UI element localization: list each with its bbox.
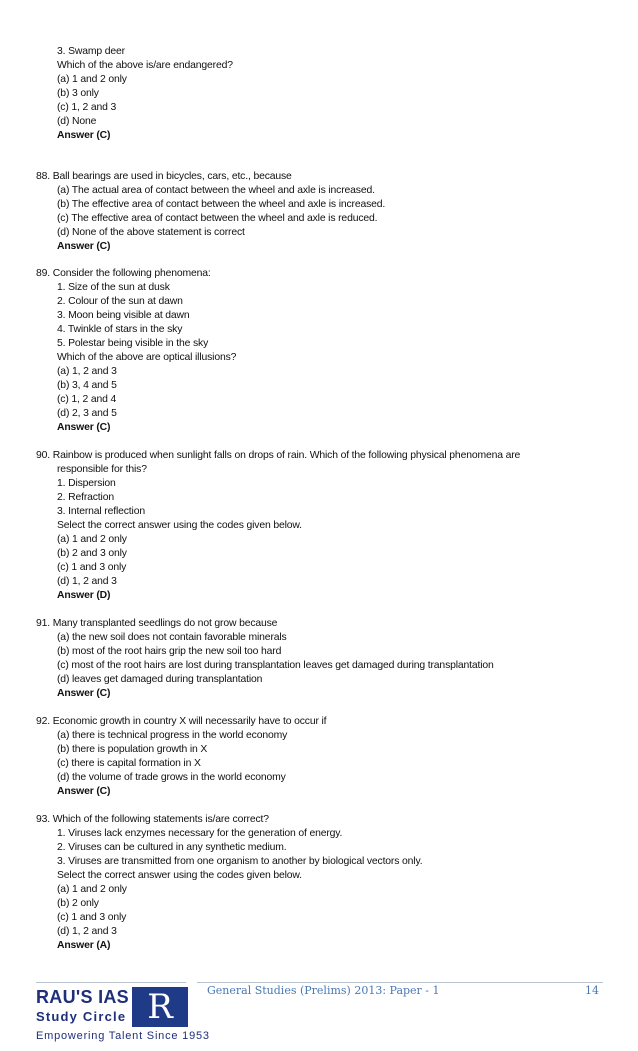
text-line: (d) None	[57, 116, 97, 127]
text-line: (c) The effective area of contact between the wheel and axle is reduced.	[57, 213, 378, 224]
text-line: 90. Rainbow is produced when sunlight falls on drops of rain. Which of the following physical phenomena are	[36, 450, 521, 461]
text-line: 3. Internal reflection	[57, 506, 145, 517]
text-line: (d) 1, 2 and 3	[57, 926, 117, 937]
text-line: (b) 2 and 3 only	[57, 548, 127, 559]
text-line: (c) 1, 2 and 4	[57, 394, 117, 405]
text-line: 2. Viruses can be cultured in any synthetic medium.	[57, 842, 287, 853]
text-line: (b) 3, 4 and 5	[57, 380, 117, 391]
answer-line: Answer (D)	[57, 590, 111, 601]
text-line: Which of the above is/are endangered?	[57, 60, 233, 71]
text-line: 91. Many transplanted seedlings do not grow because	[36, 618, 278, 629]
text-line: (d) 2, 3 and 5	[57, 408, 117, 419]
text-line: (c) 1 and 3 only	[57, 912, 127, 923]
answer-line: Answer (C)	[57, 422, 111, 433]
text-line: (d) None of the above statement is correct	[57, 227, 245, 238]
text-line: (a) there is technical progress in the world economy	[57, 730, 288, 741]
text-line: (a) 1 and 2 only	[57, 884, 127, 895]
text-line: Select the correct answer using the codes given below.	[57, 870, 302, 881]
text-line: 5. Polestar being visible in the sky	[57, 338, 209, 349]
text-line: 92. Economic growth in country X will necessarily have to occur if	[36, 716, 327, 727]
text-line: Which of the above are optical illusions?	[57, 352, 237, 363]
answer-line: Answer (C)	[57, 688, 111, 699]
footer-rule-left	[36, 982, 186, 983]
logo-mark-icon	[132, 987, 188, 1027]
text-line: 88. Ball bearings are used in bicycles, cars, etc., because	[36, 171, 292, 182]
text-line: Select the correct answer using the codes given below.	[57, 520, 302, 531]
answer-line: Answer (C)	[57, 786, 111, 797]
text-line: (b) 2 only	[57, 898, 99, 909]
text-line: (a) the new soil does not contain favorable minerals	[57, 632, 287, 643]
text-line: (b) most of the root hairs grip the new soil too hard	[57, 646, 282, 657]
text-line: (d) leaves get damaged during transplantation	[57, 674, 263, 685]
text-line: 1. Size of the sun at dusk	[57, 282, 170, 293]
text-line: (c) most of the root hairs are lost during transplantation leaves get damaged during transplantation	[57, 660, 494, 671]
logo-name: RAU'S IAS	[36, 987, 129, 1007]
text-line: 3. Swamp deer	[57, 46, 125, 57]
text-line: 2. Colour of the sun at dawn	[57, 296, 183, 307]
text-line: (b) The effective area of contact between the wheel and axle is increased.	[57, 199, 386, 210]
text-line: (a) 1 and 2 only	[57, 534, 127, 545]
text-line: 3. Viruses are transmitted from one organism to another by biological vectors only.	[57, 856, 423, 867]
text-line: 89. Consider the following phenomena:	[36, 268, 211, 279]
text-line: 93. Which of the following statements is/are correct?	[36, 814, 269, 825]
raus-ias-logo	[36, 985, 210, 1047]
text-line: (a) 1, 2 and 3	[57, 366, 117, 377]
logo-tagline: Empowering Talent Since 1953	[36, 1030, 210, 1042]
answer-line: Answer (C)	[57, 130, 111, 141]
text-line: 3. Moon being visible at dawn	[57, 310, 190, 321]
logo-subtitle: Study Circle	[36, 1009, 127, 1024]
answer-line: Answer (A)	[57, 940, 111, 951]
footer-rule	[197, 982, 603, 983]
text-line: (a) The actual area of contact between the wheel and axle is increased.	[57, 185, 375, 196]
logo-mark-letter: R	[147, 987, 173, 1027]
text-line: 2. Refraction	[57, 492, 114, 503]
text-line: (d) the volume of trade grows in the world economy	[57, 772, 286, 783]
text-line: (b) 3 only	[57, 88, 99, 99]
footer-title: General Studies (Prelims) 2013: Paper - 1	[207, 984, 440, 997]
page-number: 14	[585, 984, 599, 997]
text-line: (c) there is capital formation in X	[57, 758, 201, 769]
text-line: (c) 1, 2 and 3	[57, 102, 117, 113]
text-line: 4. Twinkle of stars in the sky	[57, 324, 183, 335]
answer-line: Answer (C)	[57, 241, 111, 252]
text-line: (d) 1, 2 and 3	[57, 576, 117, 587]
text-line: (c) 1 and 3 only	[57, 562, 127, 573]
text-line: (b) there is population growth in X	[57, 744, 208, 755]
text-line: responsible for this?	[57, 464, 147, 475]
text-line: 1. Viruses lack enzymes necessary for the generation of energy.	[57, 828, 343, 839]
text-line: (a) 1 and 2 only	[57, 74, 127, 85]
text-line: 1. Dispersion	[57, 478, 116, 489]
